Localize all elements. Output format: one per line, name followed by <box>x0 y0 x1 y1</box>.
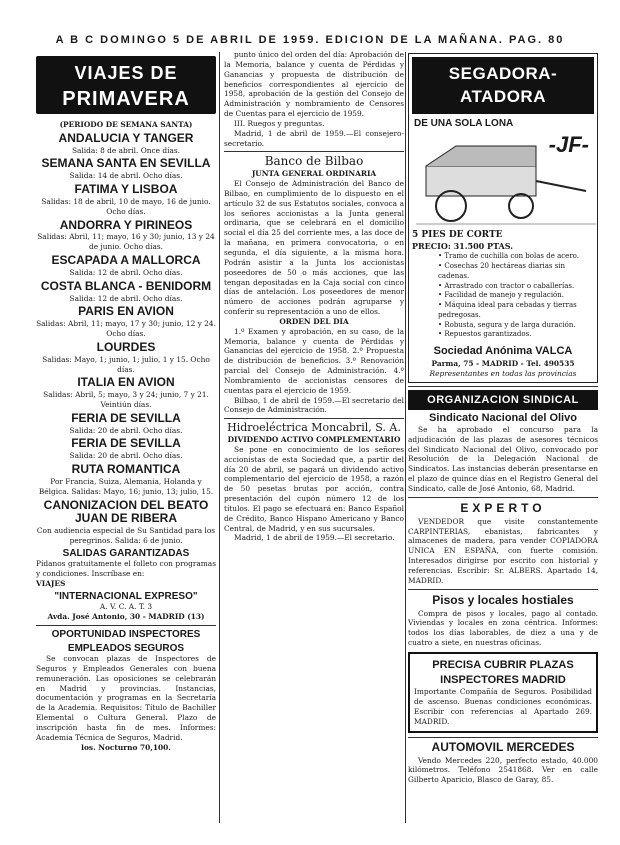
trip-detail: Salida: 12 de abril. Ocho días. <box>69 293 183 303</box>
trip-detail: Por Francia, Suiza, Alemania, Holanda y Bélgica. Salidas: Mayo, 16; junio, 13; julio, 15. <box>38 476 214 496</box>
trip-detail: Salidas: Abril, 11; mayo, 17 y 30; junio, 12 y 24. Ocho días. <box>36 319 216 339</box>
experto-text: VENDEDOR que visite constantemente CARPINTERIAS, ebanistas, fabricantes y almacenes de madera, para vender COPIADORA UNICA EN ESPAÑA, con fuerte comisión. Interesados dirigirse por escrito con historial y referencias. Escribir: Sr. ALBERS. Apartado 14, MADRID. <box>408 516 598 585</box>
olivo-heading: Sindicato Nacional del Olivo <box>429 412 577 425</box>
inspectors-heading: PRECISA CUBRIR PLAZAS <box>432 658 574 671</box>
hidro-text: Se pone en conocimiento de los señores accionistas de esta Sociedad que, a partir del día 20 de abril, se pagará un dividendo activo complementario del ejercicio de 1958, a razón de 50 pesetas brutas por acción, contra presentación del cupón número 12 de los títulos. El pago se efectuará en: Banco Español de Crédito, Banco Hispano Americano y Banco Central, de Madrid, y en sus sucursales. <box>224 444 404 533</box>
trip-title: ANDORRA Y PIRINEOS <box>59 217 193 232</box>
banner-line-2: PRIMAVERA <box>62 88 190 110</box>
inspectors-text: Importante Compañía de Seguros. Posibilidad de ascenso. Buenas condiciones económicas. Escribir con referencias al Apartado 269. MADRID. <box>414 687 592 726</box>
column-travel <box>36 50 216 825</box>
bilbao-text: El Consejo de Administración del Banco de Bilbao, en cumplimiento de lo dispuesto en el artículo 32 de sus Estatutos sociales, convoca a los señores accionistas a la Junta general ordinaria, que se celebrará en el domicilio social el día 25 del corriente mes, a las doce de la mañana, en primera convocatoria, o en segunda, el día siguiente, a la misma hora. Podrán asistir a la Junta los accionistas poseedores de 50 o más acciones, que las tengan depositadas en la Caja social con cinco días de antelación. Los poseedores de menor número de acciones podrán agruparse y conferir su representación a uno de ellos. <box>224 179 404 317</box>
trip-title: ESCAPADA A MALLORCA <box>51 253 201 268</box>
agency-name: "INTERNACIONAL EXPRESO" <box>54 590 198 602</box>
hidro-subheading: DIVIDENDO ACTIVO COMPLEMENTARIO <box>227 434 401 444</box>
trip-detail: Salida: 8 de abril. Once días. <box>71 145 181 155</box>
bilbao-subheading: JUNTA GENERAL ORDINARIA <box>251 169 377 179</box>
notice-top-sign: Madrid, 1 de abril de 1959.—El consejero-secretario. <box>224 128 404 148</box>
experto-heading: EXPERTO <box>460 500 546 515</box>
opportunity-text: Se convocan plazas de Inspectores de Seguros y Empleados Generales con buena remuneración. Las oposiciones se celebrarán en Madrid y provincias. Instancias, documentación y programas en la Secretaría de la Academia. Requisitos: Título de Bachiller Elemental o Cultura General. Plazo de inscripción hasta fin de mes. Informes: Academia Técnica de Seguros, Madrid. <box>36 654 216 742</box>
travel-subtitle: (PERIODO DE SEMANA SANTA) <box>59 120 193 129</box>
feature-item: • Repuestos garantizados. <box>438 330 532 339</box>
page-header: A B C DOMINGO 5 DE ABRIL DE 1959. EDICION DE LA MAÑANA. PAG. 80 <box>55 34 565 46</box>
divider <box>408 589 598 590</box>
harvester-subtitle: DE UNA SOLA LONA <box>414 118 514 130</box>
opportunity-footer: los. Nocturno 70,100. <box>81 742 171 752</box>
opportunity-subheading: EMPLEADOS SEGUROS <box>67 642 185 654</box>
trip-title: CANONIZACION DEL BEATO JUAN DE RIBERA <box>43 497 209 526</box>
feature-item: • Robusta, segura y de larga duración. <box>438 320 576 329</box>
trip-title: SEMANA SANTA EN SEVILLA <box>41 156 211 171</box>
bilbao-order-text: 1.º Examen y aprobación, en su caso, de la Memoria, balance y cuenta de Pérdidas y Ganancias del ejercicio de 1958. 2.º Propuesta de distribución de beneficios. 3.º Renovación parcial del Consejo de Administración. 4.º Nombramiento de accionistas censores de cuentas para el ejercicio de 1959. <box>224 326 404 395</box>
trip-detail: Salidas: Abril, 5; mayo, 3 y 24; junio, 7 y 21. Veintiún días. <box>43 390 209 409</box>
feature-item: • Tramo de cuchilla con bolas de acero. <box>438 252 579 261</box>
bilbao-heading: Banco de Bilbao <box>264 154 364 169</box>
bilbao-order-heading: ORDEN DEL DIA <box>279 316 349 326</box>
trip-title: PARIS EN AVION <box>78 304 174 319</box>
harvester-icon <box>416 136 596 228</box>
feature-list <box>438 252 594 340</box>
divider <box>224 151 404 152</box>
column-notices <box>224 50 404 825</box>
agency-code: A. V. C. A. T. 3 <box>99 602 153 612</box>
trip-title: ITALIA EN AVION <box>77 375 175 390</box>
opportunity-heading: OPORTUNIDAD INSPECTORES <box>51 629 201 641</box>
column-ads <box>408 50 598 825</box>
trip-title: ANDALUCIA Y TANGER <box>58 130 194 145</box>
company-name: Sociedad Anónima VALCA <box>433 345 573 358</box>
trip-detail: Salida: 12 de abril. Ocho días. <box>69 267 183 277</box>
trip-title: FATIMA Y LISBOA <box>74 182 178 197</box>
divider <box>408 386 598 387</box>
travel-banner <box>36 56 216 114</box>
auto-heading: AUTOMOVIL MERCEDES <box>408 737 598 756</box>
price: PRECIO: 31.500 PTAS. <box>412 241 513 252</box>
agency-label: VIAJES <box>36 579 66 589</box>
column-rule <box>219 52 220 823</box>
cut-width: 5 PIES DE CORTE <box>412 229 503 240</box>
guaranteed-text: Pídanos gratuitamente el folleto con programas y condiciones. Inscríbase en: <box>36 559 216 579</box>
bilbao-sign: Bilbao, 1 de abril de 1959.—El secretario del Consejo de Administración. <box>224 395 404 415</box>
pisos-text: Compra de pisos y locales, pago al contado. Viviendas y locales en zona céntrica. Informes: todos los días laborables, de diez a una y de cuatro a siete, en nuestras oficinas. <box>408 608 598 648</box>
divider <box>408 497 598 498</box>
trip-title: FERIA DE SEVILLA <box>71 410 181 425</box>
trip-title: LOURDES <box>96 339 156 354</box>
brand-logo: -JF- <box>548 132 589 157</box>
divider <box>224 418 404 419</box>
feature-item: • Máquina ideal para cebadas y tierras pedregosas. <box>438 301 577 319</box>
trip-detail: Salidas: Mayo, 1; junio, 1; julio, 1 y 15. Ocho días. <box>42 354 210 374</box>
trip-detail: Salida: 20 de abril. Ocho días. <box>69 451 183 461</box>
trip-detail: Salida: 14 de abril. Ocho días. <box>69 171 183 181</box>
company-address: Parma, 75 - MADRID - Tel. 490535 <box>431 358 575 368</box>
harvester-illustration <box>416 136 590 228</box>
trip-title: RUTA ROMANTICA <box>71 462 181 477</box>
pisos-heading: Pisos y locales hostiales <box>432 592 574 607</box>
column-rule <box>405 52 406 823</box>
banner-line-1: VIAJES DE <box>74 63 178 83</box>
hidro-sign: Madrid, 1 de abril de 1959.—El secretario. <box>234 533 395 543</box>
trip-detail: Salidas: 18 de abril, 10 de mayo, 16 de junio. Ocho días. <box>41 196 211 216</box>
trip-title: COSTA BLANCA - BENIDORM <box>40 278 212 293</box>
trip-list <box>36 132 216 546</box>
agency-address: Avda. José Antonio, 30 - MADRID (13) <box>47 612 205 622</box>
feature-item: • Cosechas 20 hectáreas diarias sin cadenas. <box>438 261 566 280</box>
divider <box>36 625 216 626</box>
harvester-title: SEGADORA-ATADORA <box>412 57 594 114</box>
inspectors-subheading: INSPECTORES MADRID <box>440 673 566 686</box>
notice-top-text: punto único del orden del día: Aprobación de la Memoria, balance y cuenta de Pérdidas y Ganancias y propuesta de distribución de beneficios correspondientes al ejercicio de 1958, aprobación de la gestión del Consejo de Administración y nombramiento de Censores de Cuentas para el ejercicio de 1959. <box>224 50 404 119</box>
hidro-heading: Hidroeléctrica Moncabril, S. A. <box>227 421 401 435</box>
inspectors-box <box>408 652 598 733</box>
notice-top-item: III. Ruegos y preguntas. <box>234 118 325 128</box>
guaranteed-heading: SALIDAS GARANTIZADAS <box>62 547 190 559</box>
feature-item: • Facilidad de manejo y regulación. <box>438 291 565 300</box>
company-reps: Representantes en todas las provincias <box>429 368 577 378</box>
trip-detail: Con audiencia especial de Su Santidad para los peregrinos. Salida: 6 de junio. <box>36 526 216 546</box>
trip-detail: Salida: 20 de abril. Ocho días. <box>69 425 183 435</box>
olivo-text: Se ha aprobado el concurso para la adjudicación de las plazas de asesores técnicos del Sindicato Nacional del Olivo, convocado por Resolución de la Delegación Nacional de Sindicatos. Las instancias deberán presentarse en el plazo de quince días en el Registro General del Sindicato, calle de José Antonio, 68, Madrid. <box>408 424 598 493</box>
auto-text: Vendo Mercedes 220, perfecto estado, 40.000 kilómetros. Teléfono 2541868. Ver en calle Gilberto Aparicio, Blasco de Garay, 85. <box>408 755 598 785</box>
trip-title: FERIA DE SEVILLA <box>71 436 181 451</box>
org-heading: ORGANIZACION SINDICAL <box>408 390 598 411</box>
feature-item: • Arrastrado con tractor o caballerías. <box>438 281 575 290</box>
trip-detail: Salidas: Abril, 11; mayo, 16 y 30; junio, 13 y 24 de junio. Ocho días. <box>37 232 215 252</box>
harvester-ad <box>408 53 598 383</box>
